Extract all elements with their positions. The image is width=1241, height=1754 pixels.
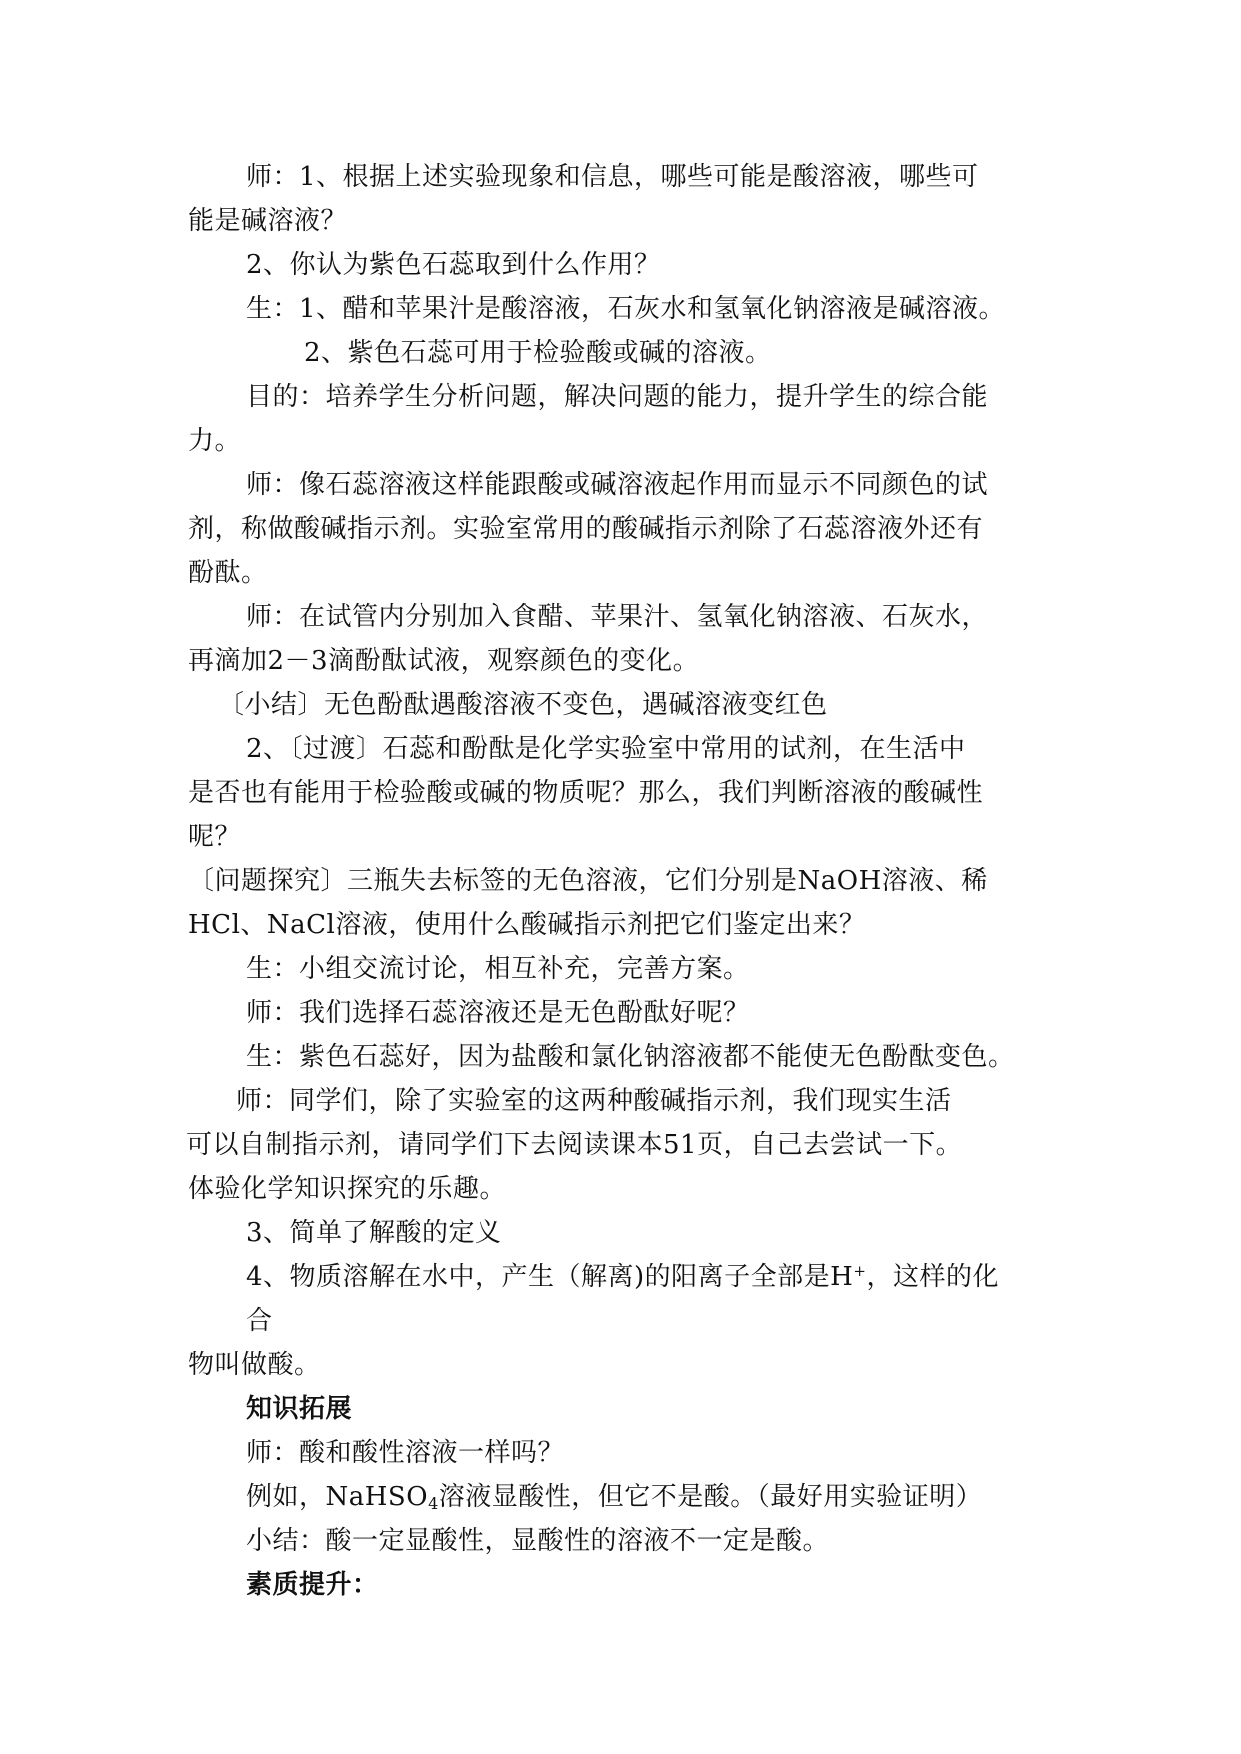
example-line — [246, 1475, 982, 1519]
text-line: 可以自制指示剂，请同学们下去阅读课本51页，自己去尝试一下。 — [186, 1130, 963, 1160]
text-line: 2、紫色石蕊可用于检验酸或碱的溶液。 — [304, 338, 772, 368]
text-line: 师：1、根据上述实验现象和信息，哪些可能是酸溶液，哪些可 — [246, 162, 979, 192]
text-line: 3、简单了解酸的定义 — [246, 1218, 502, 1248]
text-line: 再滴加2－3滴酚酞试液，观察颜色的变化。 — [188, 646, 700, 676]
text-line: 体验化学知识探究的乐趣。 — [188, 1174, 507, 1204]
superscript-charge: + — [853, 1262, 867, 1280]
text-line: 生：紫色石蕊好，因为盐酸和氯化钠溶液都不能使无色酚酞变色。 — [246, 1042, 1015, 1072]
text-line: 剂，称做酸碱指示剂。实验室常用的酸碱指示剂除了石蕊溶液外还有 — [188, 514, 984, 544]
text-line: 小结：酸一定显酸性，显酸性的溶液不一定是酸。 — [246, 1526, 830, 1556]
text-line: 物叫做酸。 — [188, 1350, 321, 1380]
section-heading-quality-improvement: 素质提升： — [246, 1570, 379, 1600]
acid-definition-text-end: ，这样的化 — [866, 1262, 999, 1292]
text-line: 师：我们选择石蕊溶液还是无色酚酞好呢？ — [246, 998, 750, 1028]
text-line: 师：酸和酸性溶液一样吗？ — [246, 1438, 565, 1468]
text-line: 2、你认为紫色石蕊取到什么作用？ — [246, 250, 661, 280]
acid-definition-text: 4、物质溶解在水中，产生（解离)的阳离子全部是H — [246, 1262, 854, 1292]
text-line: 生：1、醋和苹果汁是酸溶液，石灰水和氢氧化钠溶液是碱溶液。 — [246, 294, 1006, 324]
text-line: 生：小组交流讨论，相互补充，完善方案。 — [246, 954, 750, 984]
text-line: 师：像石蕊溶液这样能跟酸或碱溶液起作用而显示不同颜色的试 — [246, 470, 989, 500]
subscript-number: 4 — [428, 1494, 439, 1513]
text-line: 〔小结〕无色酚酞遇酸溶液不变色，遇碱溶液变红色 — [218, 690, 828, 720]
text-line: 能是碱溶液？ — [188, 206, 348, 236]
text-line: 师：在试管内分别加入食醋、苹果汁、氢氧化钠溶液、石灰水， — [246, 602, 989, 632]
text-line: 是否也有能用于检验酸或碱的物质呢？那么，我们判断溶液的酸碱性 — [188, 778, 984, 808]
text-line: HCl、NaCl溶液，使用什么酸碱指示剂把它们鉴定出来？ — [188, 910, 866, 940]
text-line: 呢？ — [188, 822, 242, 852]
text-line: 〔问题探究〕三瓶失去标签的无色溶液，它们分别是NaOH溶液、稀 — [188, 866, 988, 896]
text-line: 师：同学们，除了实验室的这两种酸碱指示剂，我们现实生活 — [236, 1086, 952, 1116]
acid-definition-line — [246, 1255, 999, 1299]
text-line: 力。 — [188, 426, 242, 456]
text-line: 合 — [246, 1306, 273, 1336]
example-text: 例如，NaHSO — [246, 1482, 429, 1512]
text-line: 目的：培养学生分析问题，解决问题的能力，提升学生的综合能 — [246, 382, 989, 412]
text-line: 酚酞。 — [188, 558, 268, 588]
text-line: 2、〔过渡〕石蕊和酚酞是化学实验室中常用的试剂，在生活中 — [246, 734, 966, 764]
example-text-end: 溶液显酸性，但它不是酸。（最好用实验证明） — [438, 1482, 983, 1512]
section-heading-knowledge-extension: 知识拓展 — [246, 1394, 353, 1424]
